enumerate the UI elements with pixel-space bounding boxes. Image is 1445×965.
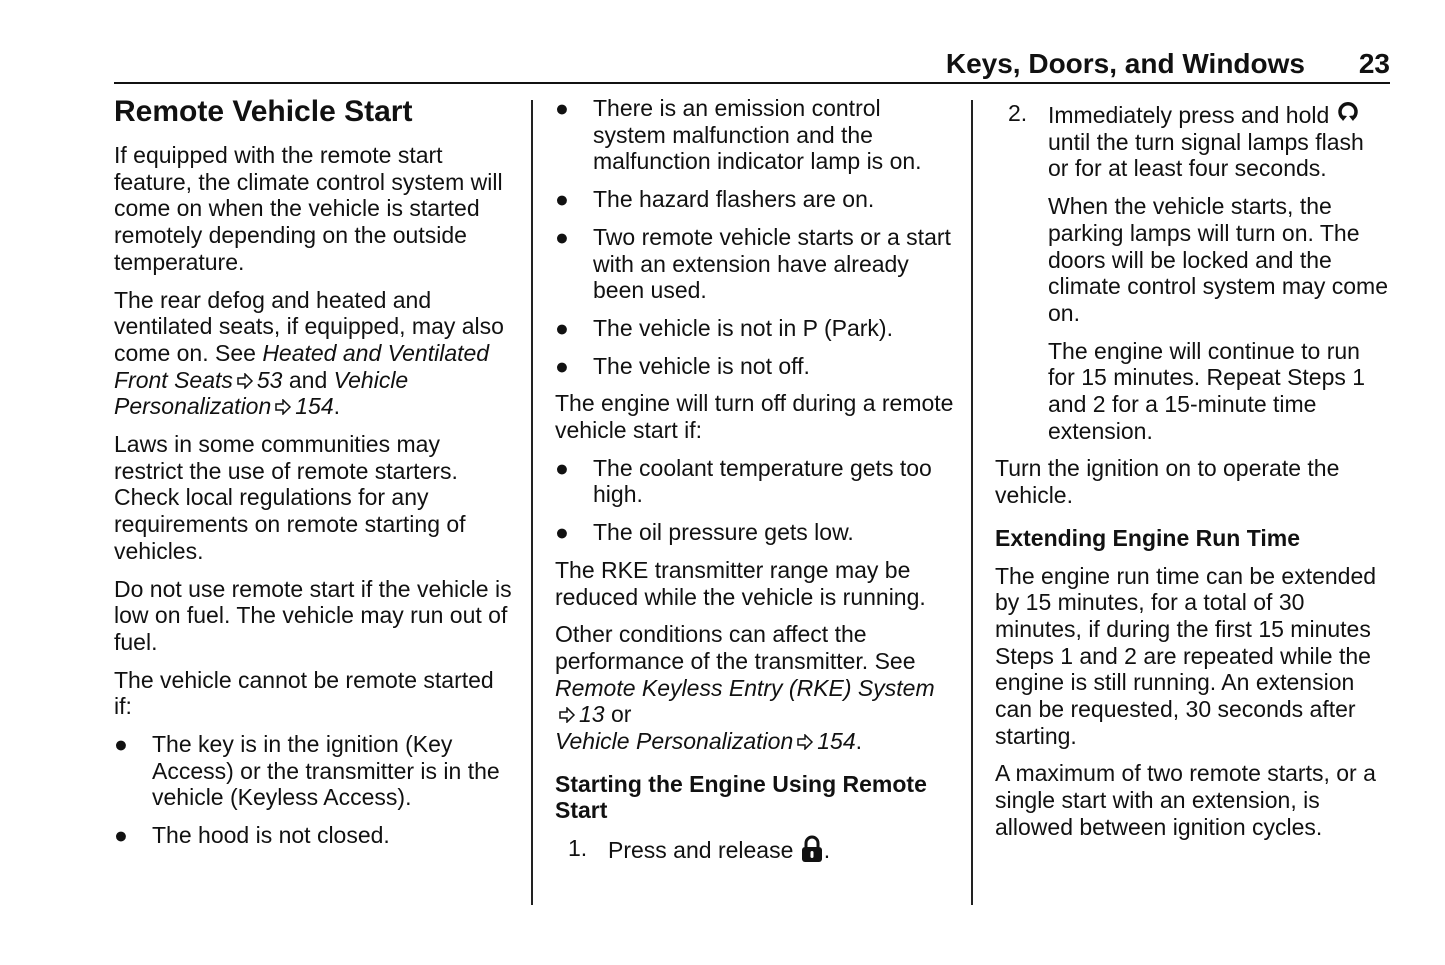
text: . — [823, 837, 831, 864]
page-header — [114, 44, 1390, 84]
subheading: Starting the Engine Using Remote Start — [555, 770, 927, 824]
text: and — [282, 366, 334, 393]
text: . — [333, 393, 341, 420]
paragraph: Turn the ignition on to operate the vehicle. — [995, 455, 1340, 509]
paragraph: The engine will turn off during a remote vehicle start if: — [555, 390, 954, 444]
column-1 — [114, 94, 514, 860]
bullet-icon: ● — [114, 731, 128, 758]
paragraph — [555, 621, 955, 755]
cross-reference-link[interactable]: Heated and Ventilated Front Seats — [114, 339, 490, 393]
list-item — [555, 519, 955, 546]
paragraph: A maximum of two remote starts, or a single start with an extension, is allowed between ignition cycles. — [995, 760, 1376, 840]
list-item — [114, 731, 514, 811]
list-item — [555, 315, 955, 342]
list-item-text: There is an emission control system malfunction and the malfunction indicator lamp is on. — [593, 95, 922, 175]
bullet-icon: ● — [555, 95, 569, 121]
paragraph: The engine will continue to run for 15 minutes. Repeat Steps 1 and 2 for a 15-minute time extension. — [1048, 337, 1366, 444]
text: Other conditions can affect the performance of the transmitter. See — [555, 621, 916, 674]
bullet-icon: ● — [555, 352, 569, 379]
column-2 — [555, 95, 955, 875]
step-text: Press and release — [608, 837, 800, 864]
remote-start-icon — [1336, 100, 1360, 128]
page-reference-arrow-icon — [558, 707, 576, 723]
section-title: Keys, Doors, and Windows — [945, 48, 1305, 79]
list-item-text: The hazard flashers are on. — [593, 186, 875, 213]
bullet-list — [555, 95, 955, 379]
list-item — [114, 822, 514, 849]
list-item — [555, 353, 955, 380]
bullet-icon: ● — [114, 822, 128, 849]
step-item — [995, 100, 1390, 444]
lock-icon — [800, 835, 824, 863]
step-number: 2. — [1008, 100, 1028, 126]
page-reference[interactable]: 154 — [295, 393, 334, 420]
list-item-text: The oil pressure gets low. — [593, 519, 854, 546]
list-item-text: The key is in the ignition (Key Access) or the transmitter is in the vehicle (Keyless Access). — [152, 731, 500, 811]
paragraph — [114, 287, 514, 421]
cross-reference-link[interactable]: Vehicle Personalization — [555, 728, 794, 755]
paragraph: If equipped with the remote start feature, the climate control system will come on when the vehicle is started remotely depending on the outside temperature. — [114, 142, 503, 275]
list-item-text: Two remote vehicle starts or a start with an extension have already been used. — [593, 223, 951, 304]
step-text: Immediately press and hold — [1048, 102, 1336, 128]
step-text: until the turn signal lamps flash or for at least four seconds. — [1048, 128, 1364, 182]
list-item-text: The coolant temperature gets too high. — [593, 454, 932, 508]
cross-reference-link[interactable]: Remote Keyless Entry (RKE) System — [555, 674, 935, 701]
column-divider — [531, 100, 533, 905]
list-item-text: The vehicle is not off. — [593, 352, 810, 379]
list-item — [555, 186, 955, 213]
step-list — [995, 100, 1390, 444]
text: or — [604, 701, 632, 728]
paragraph: Do not use remote start if the vehicle is low on fuel. The vehicle may run out of fuel. — [114, 575, 512, 655]
step-item — [555, 835, 955, 864]
column-divider — [971, 100, 973, 905]
page-reference-arrow-icon — [236, 373, 254, 389]
paragraph: The engine run time can be extended by 15 minutes, for a total of 30 minutes, if during the first 15 minutes Steps 1 and 2 are repeated while the engine is still running. An extension can be requested, 30 seconds after starting. — [995, 562, 1377, 749]
bullet-list — [555, 455, 955, 546]
page-reference[interactable]: 154 — [817, 728, 856, 755]
bullet-icon: ● — [555, 314, 569, 341]
page-reference-arrow-icon — [796, 734, 814, 750]
page-reference-arrow-icon — [274, 399, 292, 415]
page-reference[interactable]: 53 — [256, 366, 283, 393]
step-number: 1. — [568, 835, 588, 862]
list-item-text: The vehicle is not in P (Park). — [593, 314, 893, 341]
list-item-text: The hood is not closed. — [152, 822, 390, 849]
paragraph: The RKE transmitter range may be reduced while the vehicle is running. — [555, 556, 926, 610]
text: The rear defog and heated and ventilated seats, if equipped, may also come on. See — [114, 286, 504, 366]
cross-reference-link[interactable]: Vehicle Personalization — [114, 366, 409, 420]
list-item — [555, 455, 955, 508]
list-item — [555, 95, 955, 175]
column-3 — [995, 100, 1390, 852]
bullet-icon: ● — [555, 519, 569, 546]
paragraph: When the vehicle starts, the parking lamps will turn on. The doors will be locked and the climate control system may come on. — [1048, 193, 1388, 326]
bullet-icon: ● — [555, 223, 569, 250]
paragraph: The vehicle cannot be remote started if: — [114, 666, 494, 720]
bullet-list — [114, 731, 514, 849]
bullet-icon: ● — [555, 454, 569, 481]
page-heading: Remote Vehicle Start — [114, 95, 413, 128]
text: . — [855, 728, 862, 755]
bullet-icon: ● — [555, 186, 569, 213]
subheading: Extending Engine Run Time — [995, 524, 1300, 551]
step-list — [555, 835, 955, 864]
page-number: 23 — [1358, 48, 1390, 79]
paragraph: Laws in some communities may restrict the use of remote starters. Check local regulations for any requirements on remote starting of vehicles. — [114, 431, 466, 564]
list-item — [555, 224, 955, 304]
page-reference[interactable]: 13 — [579, 701, 605, 728]
